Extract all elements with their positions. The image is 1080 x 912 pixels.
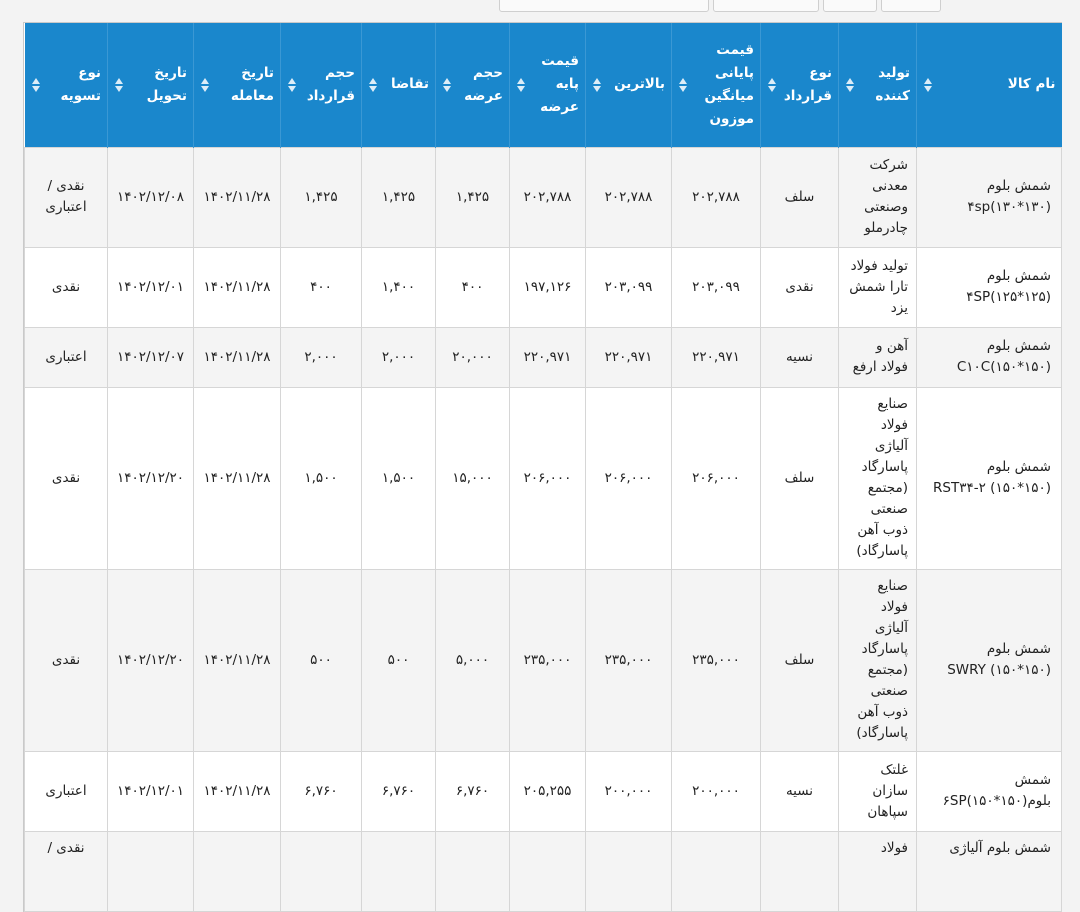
top-controls <box>0 0 1080 22</box>
cell-settlement-type: نقدی <box>25 247 108 327</box>
cell-product-name: شمش بلوم C۱۰C(۱۵۰*۱۵۰) <box>917 327 1062 387</box>
cell-contract-volume: ۴۰۰ <box>281 247 362 327</box>
sort-icon[interactable] <box>924 77 933 93</box>
header-label: بالاترین <box>614 76 665 93</box>
header-label: تقاضا <box>391 76 429 93</box>
cell-highest: ۲۳۵,۰۰۰ <box>586 569 672 751</box>
sort-icon[interactable] <box>846 77 855 93</box>
cell-weighted-avg-price: ۲۰۰,۰۰۰ <box>672 751 761 831</box>
cell-demand <box>362 831 436 911</box>
cell-weighted-avg-price: ۲۰۲,۷۸۸ <box>672 147 761 247</box>
cell-highest <box>586 831 672 911</box>
cell-contract-type: سلف <box>761 147 839 247</box>
cell-trade-date <box>194 831 281 911</box>
cell-delivery-date: ۱۴۰۲/۱۲/۰۱ <box>108 247 194 327</box>
cell-weighted-avg-price: ۲۰۳,۰۹۹ <box>672 247 761 327</box>
cell-settlement-type: نقدی <box>25 569 108 751</box>
sort-icon[interactable] <box>115 77 124 93</box>
cell-producer: صنایع فولاد آلیاژی پاسارگاد (مجتمع صنعتی ذوب آهن پاسارگاد) <box>839 569 917 751</box>
col-header-contract-volume[interactable] <box>281 23 362 147</box>
commodity-table <box>24 23 1062 912</box>
col-header-product-name[interactable] <box>917 23 1062 147</box>
cell-product-name: شمش بلوم ۴SP(۱۲۵*۱۲۵) <box>917 247 1062 327</box>
cell-contract-type: نسیه <box>761 751 839 831</box>
cell-demand: ۶,۷۶۰ <box>362 751 436 831</box>
cell-producer: آهن و فولاد ارفع <box>839 327 917 387</box>
sort-icon[interactable] <box>201 77 210 93</box>
cell-demand: ۱,۵۰۰ <box>362 387 436 569</box>
col-header-highest[interactable] <box>586 23 672 147</box>
cell-supply-volume: ۱,۴۲۵ <box>436 147 510 247</box>
col-header-base-price[interactable] <box>510 23 586 147</box>
cell-contract-type <box>761 831 839 911</box>
cell-contract-type: سلف <box>761 569 839 751</box>
cell-delivery-date: ۱۴۰۲/۱۲/۰۷ <box>108 327 194 387</box>
cell-settlement-type: نقدی / اعتباری <box>25 147 108 247</box>
col-header-trade-date[interactable] <box>194 23 281 147</box>
cell-weighted-avg-price <box>672 831 761 911</box>
col-header-settlement-type[interactable] <box>25 23 108 147</box>
cell-base-price: ۱۹۷,۱۲۶ <box>510 247 586 327</box>
header-label: حجم عرضه <box>464 64 503 104</box>
commodity-table-container <box>23 22 1062 912</box>
cell-supply-volume: ۵,۰۰۰ <box>436 569 510 751</box>
col-header-delivery-date[interactable] <box>108 23 194 147</box>
cell-trade-date: ۱۴۰۲/۱۱/۲۸ <box>194 569 281 751</box>
cell-product-name: شمش بلوم (۱۵۰*۱۵۰) RST۳۴-۲ <box>917 387 1062 569</box>
cell-contract-volume <box>281 831 362 911</box>
header-label: نوع قرارداد <box>783 64 832 104</box>
cell-trade-date: ۱۴۰۲/۱۱/۲۸ <box>194 247 281 327</box>
col-header-supply-volume[interactable] <box>436 23 510 147</box>
table-row <box>25 831 1062 911</box>
sort-icon[interactable] <box>369 77 378 93</box>
cell-base-price: ۲۰۶,۰۰۰ <box>510 387 586 569</box>
col-header-contract-type[interactable] <box>761 23 839 147</box>
table-row <box>25 751 1062 831</box>
cell-trade-date: ۱۴۰۲/۱۱/۲۸ <box>194 387 281 569</box>
cell-supply-volume: ۲۰,۰۰۰ <box>436 327 510 387</box>
cell-producer: شرکت معدنی وصنعتی چادرملو <box>839 147 917 247</box>
col-header-weighted-avg-price[interactable] <box>672 23 761 147</box>
cell-contract-type: نقدی <box>761 247 839 327</box>
sort-icon[interactable] <box>32 77 41 93</box>
header-label: قیمت پایه عرضه <box>540 53 579 116</box>
cell-product-name: شمش بلوم ۴sp(۱۳۰*۱۳۰) <box>917 147 1062 247</box>
table-row <box>25 327 1062 387</box>
cell-delivery-date: ۱۴۰۲/۱۲/۲۰ <box>108 387 194 569</box>
cell-contract-volume: ۱,۴۲۵ <box>281 147 362 247</box>
col-header-producer[interactable] <box>839 23 917 147</box>
cell-demand: ۱,۴۰۰ <box>362 247 436 327</box>
cell-delivery-date <box>108 831 194 911</box>
cell-highest: ۲۰۰,۰۰۰ <box>586 751 672 831</box>
table-row <box>25 247 1062 327</box>
cell-producer: صنایع فولاد آلیاژی پاسارگاد (مجتمع صنعتی ذوب آهن پاسارگاد) <box>839 387 917 569</box>
table-row <box>25 387 1062 569</box>
cell-trade-date: ۱۴۰۲/۱۱/۲۸ <box>194 751 281 831</box>
cell-product-name: شمش بلوم آلیاژی <box>917 831 1062 911</box>
cell-highest: ۲۰۶,۰۰۰ <box>586 387 672 569</box>
header-label: نوع تسویه <box>60 64 101 104</box>
cell-settlement-type: نقدی / <box>25 831 108 911</box>
cell-delivery-date: ۱۴۰۲/۱۲/۰۸ <box>108 147 194 247</box>
cell-demand: ۱,۴۲۵ <box>362 147 436 247</box>
cell-contract-type: سلف <box>761 387 839 569</box>
cell-supply-volume: ۶,۷۶۰ <box>436 751 510 831</box>
search-input[interactable] <box>499 0 709 12</box>
header-label: تاریخ معامله <box>230 64 274 104</box>
header-row <box>25 23 1062 147</box>
sort-icon[interactable] <box>288 77 297 93</box>
cell-weighted-avg-price: ۲۰۶,۰۰۰ <box>672 387 761 569</box>
col-header-demand[interactable] <box>362 23 436 147</box>
cell-settlement-type: نقدی <box>25 387 108 569</box>
cell-highest: ۲۰۲,۷۸۸ <box>586 147 672 247</box>
cell-delivery-date: ۱۴۰۲/۱۲/۰۱ <box>108 751 194 831</box>
prev-button[interactable] <box>823 0 877 12</box>
cell-contract-volume: ۵۰۰ <box>281 569 362 751</box>
cell-producer: فولاد <box>839 831 917 911</box>
header-label: حجم قرارداد <box>306 64 355 104</box>
cell-producer: غلتک سازان سپاهان <box>839 751 917 831</box>
sort-icon[interactable] <box>443 77 452 93</box>
cell-demand: ۵۰۰ <box>362 569 436 751</box>
cell-base-price: ۲۰۲,۷۸۸ <box>510 147 586 247</box>
next-button[interactable] <box>881 0 941 12</box>
cell-delivery-date: ۱۴۰۲/۱۲/۲۰ <box>108 569 194 751</box>
header-label: نام کالا <box>1007 76 1056 93</box>
header-label: تولید کننده <box>875 64 910 104</box>
cell-trade-date: ۱۴۰۲/۱۱/۲۸ <box>194 327 281 387</box>
page-size-select[interactable] <box>713 0 819 12</box>
cell-supply-volume <box>436 831 510 911</box>
table-row <box>25 569 1062 751</box>
cell-demand: ۲,۰۰۰ <box>362 327 436 387</box>
table-row <box>25 147 1062 247</box>
header-label: تاریخ تحویل <box>146 64 187 104</box>
cell-settlement-type: اعتباری <box>25 751 108 831</box>
cell-highest: ۲۰۳,۰۹۹ <box>586 247 672 327</box>
sort-icon[interactable] <box>517 77 526 93</box>
cell-trade-date: ۱۴۰۲/۱۱/۲۸ <box>194 147 281 247</box>
cell-base-price: ۲۳۵,۰۰۰ <box>510 569 586 751</box>
cell-contract-volume: ۲,۰۰۰ <box>281 327 362 387</box>
cell-product-name: شمش بلوم(۱۵۰*۱۵۰)۶SP <box>917 751 1062 831</box>
cell-base-price <box>510 831 586 911</box>
cell-contract-volume: ۱,۵۰۰ <box>281 387 362 569</box>
sort-icon[interactable] <box>768 77 777 93</box>
cell-contract-type: نسیه <box>761 327 839 387</box>
cell-contract-volume: ۶,۷۶۰ <box>281 751 362 831</box>
header-label: قیمت پایانی میانگین موزون <box>704 41 754 127</box>
cell-base-price: ۲۲۰,۹۷۱ <box>510 327 586 387</box>
cell-supply-volume: ۱۵,۰۰۰ <box>436 387 510 569</box>
cell-weighted-avg-price: ۲۳۵,۰۰۰ <box>672 569 761 751</box>
cell-weighted-avg-price: ۲۲۰,۹۷۱ <box>672 327 761 387</box>
cell-settlement-type: اعتباری <box>25 327 108 387</box>
cell-base-price: ۲۰۵,۲۵۵ <box>510 751 586 831</box>
cell-product-name: شمش بلوم (۱۵۰*۱۵۰) SWRY <box>917 569 1062 751</box>
sort-icon[interactable] <box>679 77 688 93</box>
cell-producer: تولید فولاد تارا شمش یزد <box>839 247 917 327</box>
cell-supply-volume: ۴۰۰ <box>436 247 510 327</box>
cell-highest: ۲۲۰,۹۷۱ <box>586 327 672 387</box>
sort-icon[interactable] <box>593 77 602 93</box>
